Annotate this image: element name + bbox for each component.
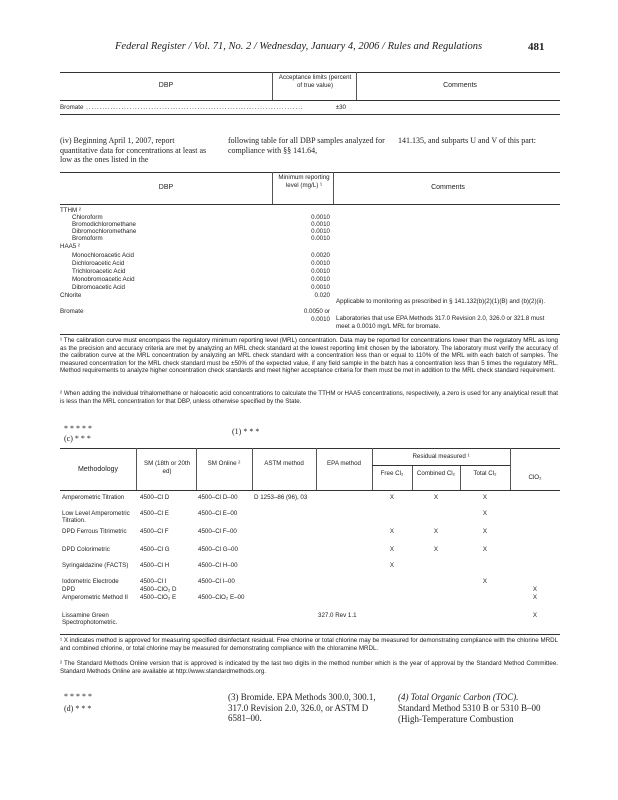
section-stars: * * * * * bbox=[64, 424, 92, 433]
cell-sm: 4500–Cl H bbox=[140, 562, 170, 569]
col-methodology: Methodology bbox=[77, 466, 119, 473]
method-name: Lissamine Green Spectrophotometric. bbox=[62, 612, 118, 627]
cell-combined: X bbox=[433, 528, 439, 535]
method-name: DPD bbox=[62, 586, 76, 593]
method-name: Amperometric Method II bbox=[62, 594, 129, 601]
para-iv-col1: (iv) Beginning April 1, 2007, report quantitative data for concentrations at least as low as the ones listed in the bbox=[60, 136, 207, 164]
cell-free: X bbox=[389, 528, 395, 535]
table-row: Bromate ................................................................................ bbox=[60, 104, 304, 111]
row-label: Monochloroacetic Acid bbox=[72, 252, 134, 259]
table-row bbox=[72, 268, 125, 275]
cell-epa: 327.0 Rev 1.1 bbox=[318, 612, 357, 619]
cell-free: X bbox=[389, 546, 395, 553]
row-value: 0.0010 bbox=[311, 235, 330, 242]
col-epa: EPA method bbox=[327, 460, 361, 467]
para-1: (1) * * * bbox=[232, 427, 260, 436]
row-value: 0.0010 bbox=[311, 214, 330, 221]
row-value: 0.020 bbox=[314, 292, 330, 299]
col-dbp: DBP bbox=[158, 184, 174, 191]
col-sm-online: SM Online ² bbox=[207, 460, 241, 467]
row-value: 0.0010 bbox=[311, 260, 330, 267]
col-sm: SM (18th or 20th ed) bbox=[143, 460, 191, 475]
comment-chlorite: Applicable to monitoring as prescribed in § 141.132(b)(2)(1)(B) and (b)(2)(ii). bbox=[336, 298, 546, 305]
col-free: Free Cl₂ bbox=[380, 470, 404, 477]
row-label: Bromate bbox=[60, 308, 84, 315]
row-label: HAA5 ² bbox=[60, 243, 80, 250]
col-combined: Combined Cl₂ bbox=[416, 470, 456, 477]
col-total: Total Cl₂ bbox=[473, 470, 497, 477]
comment-bromate: Laboratories that use EPA Methods 317.0 Revision 2.0, 326.0 or 321.8 must meet a 0.0010 mg/L MRL for bromate. bbox=[336, 315, 545, 330]
cell-smo: 4500–Cl I–00 bbox=[198, 578, 235, 585]
row-value: 0.0010 bbox=[311, 284, 330, 291]
cell-total: X bbox=[482, 494, 488, 501]
cell-free: X bbox=[389, 562, 395, 569]
para-4-toc-head: (4) Total Organic Carbon (TOC). bbox=[398, 692, 519, 702]
cell-smo: 4500–ClO₂ E–00 bbox=[198, 594, 245, 601]
cell-total: X bbox=[482, 546, 488, 553]
row-value: 0.0050 or bbox=[303, 308, 330, 315]
table-row bbox=[72, 284, 125, 291]
cell-sm: 4500–Cl E bbox=[140, 510, 169, 517]
method-name: DPD Colorimetric bbox=[62, 546, 110, 553]
row-label: Chloroform bbox=[72, 214, 103, 221]
col-astm: ASTM method bbox=[264, 460, 304, 467]
col-clo2: ClO₂ bbox=[528, 474, 542, 481]
footnote-1: ¹ The calibration curve must encompass the regulatory minimum reporting level (MRL) concentration. Data may be reported for concentrations lower than the regulatory MRL as long as the precision and accuracy criteria are met by analyzing an MRL check standard at the lowest reporting limit chosen by the laboratory. The laboratory must verify the accuracy of the calibration curve at the MRL concentration by analyzing an MRL check standard with a concentration less than or equal to 110% of the MRL with each batch of samples. The measured concentration for the MRL check standard must be ±50% of the expected value, if any field sample in the batch has a concentration less than 5 times the regulatory MRL. Method requirements to analyze higher concentration check standards and meet higher acceptance criteria for them must be met in addition to the MRL check standard requirement. bbox=[60, 337, 558, 375]
col-dbp: DBP bbox=[158, 82, 174, 89]
running-head: Federal Register / Vol. 71, No. 2 / Wednesday, January 4, 2006 / Rules and Regulations bbox=[115, 41, 483, 52]
cell-total: X bbox=[482, 578, 488, 585]
cell-combined: X bbox=[433, 494, 439, 501]
row-label: Bromodichloromethane bbox=[72, 221, 136, 228]
method-name: Amperometric Titration bbox=[62, 494, 125, 501]
table-row bbox=[60, 292, 81, 299]
cell-smo: 4500–Cl D–00 bbox=[198, 494, 238, 501]
cell-clo2: X bbox=[532, 612, 538, 619]
row-label: Chlorite bbox=[60, 292, 82, 299]
cell-sm: 4500–Cl F bbox=[140, 528, 169, 535]
cell-sm: 4500–ClO₂ D bbox=[140, 586, 177, 593]
cell-free: X bbox=[389, 494, 395, 501]
footnote-1: ¹ X indicates method is approved for measuring specified disinfectant residual. Free chlorine or total chlorine may be measured for demonstrating compliance with the chlorine MRDL and combined chlorine, or total chlorine may be measured for demonstrating compliance with the chloramine MRDL. bbox=[60, 637, 558, 652]
cell-total: X bbox=[482, 510, 488, 517]
cell-total: X bbox=[482, 528, 488, 535]
row-label: Dibromoacetic Acid bbox=[72, 284, 125, 291]
row-value: 0.0020 bbox=[311, 252, 330, 259]
cell-smo: 4500–Cl F–00 bbox=[198, 528, 237, 535]
method-name: DPD Ferrous Titrimetric bbox=[62, 528, 127, 535]
row-label: Dichloroacetic Acid bbox=[72, 260, 125, 267]
row-label: Dibromochloromethane bbox=[72, 228, 137, 235]
table-row bbox=[72, 235, 103, 242]
table-cell: ±30 bbox=[335, 104, 346, 111]
row-label: Bromoform bbox=[72, 235, 103, 242]
para-d: (d) * * * bbox=[64, 704, 92, 713]
row-value: 0.0010 bbox=[311, 276, 330, 283]
page-number: 481 bbox=[528, 41, 545, 53]
cell-sm: 4500–Cl D bbox=[140, 494, 170, 501]
method-name: Low Level Amperometric Titration. bbox=[62, 510, 130, 525]
cell-sm: 4500–Cl G bbox=[140, 546, 170, 553]
para-c: (c) * * * bbox=[64, 434, 91, 443]
cell-clo2: X bbox=[532, 586, 538, 593]
method-name: Syringaldazine (FACTS) bbox=[62, 562, 129, 569]
col-acceptance: Acceptance limits (percent of true value) bbox=[278, 74, 352, 89]
row-value: 0.0010 bbox=[311, 268, 330, 275]
col-mrl: Minimum reporting level (mg/L) ¹ bbox=[278, 174, 330, 189]
cell-clo2: X bbox=[532, 594, 538, 601]
row-label: Monobromoacetic Acid bbox=[72, 276, 135, 283]
table-row bbox=[60, 243, 80, 250]
table-row bbox=[60, 308, 83, 315]
row-value: 0.0010 bbox=[311, 228, 330, 235]
table-row bbox=[72, 276, 135, 283]
method-name: Iodometric Electrode bbox=[62, 578, 119, 585]
para-3-bromide: (3) Bromide. EPA Methods 300.0, 300.1, 317.0 Revision 2.0, 326.0, or ASTM D 6581–00. bbox=[228, 692, 376, 723]
cell-sm: 4500–ClO₂ E bbox=[140, 594, 177, 601]
row-label: TTHM ² bbox=[60, 207, 81, 214]
footnote-2: ² When adding the individual trihalomethane or haloacetic acid concentrations to calculate the TTHM or HAA5 concentrations, respectively, a zero is used for any analytical result that is less than the MRL concentration for that DBP, unless otherwise specified by the State. bbox=[60, 390, 558, 405]
para-4-toc-body: Standard Method 5310 B or 5310 B–00 (High-Temperature Combustion bbox=[398, 703, 541, 724]
row-value: 0.0010 bbox=[311, 316, 330, 323]
cell-smo: 4500–Cl E–00 bbox=[198, 510, 238, 517]
cell-sm: 4500–Cl I bbox=[140, 578, 167, 585]
bottom-stars: * * * * * bbox=[64, 692, 92, 701]
table-row bbox=[72, 260, 124, 267]
cell-smo: 4500–Cl H–00 bbox=[198, 562, 238, 569]
cell-smo: 4500–Cl G–00 bbox=[198, 546, 238, 553]
row-value: 0.0010 bbox=[311, 221, 330, 228]
cell-combined: X bbox=[433, 546, 439, 553]
col-residual: Residual measured ¹ bbox=[412, 453, 470, 460]
row-label: Trichloroacetic Acid bbox=[72, 268, 126, 275]
para-iv-col3: 141.135, and subparts U and V of this part: bbox=[398, 136, 536, 145]
table-row bbox=[72, 252, 134, 259]
col-comments: Comments bbox=[443, 82, 477, 89]
cell-astm: D 1253–86 (96), 03 bbox=[254, 494, 308, 501]
col-comments: Comments bbox=[431, 184, 465, 191]
footnote-2: ² The Standard Methods Online version that is approved is indicated by the last two digits in the method number which is the year of approval by the Standard Method Committee. Standard Methods Online are available at http://www.standardmethods.org. bbox=[60, 660, 558, 675]
para-iv-col2: following table for all DBP samples analyzed for compliance with §§ 141.64, bbox=[228, 136, 385, 155]
